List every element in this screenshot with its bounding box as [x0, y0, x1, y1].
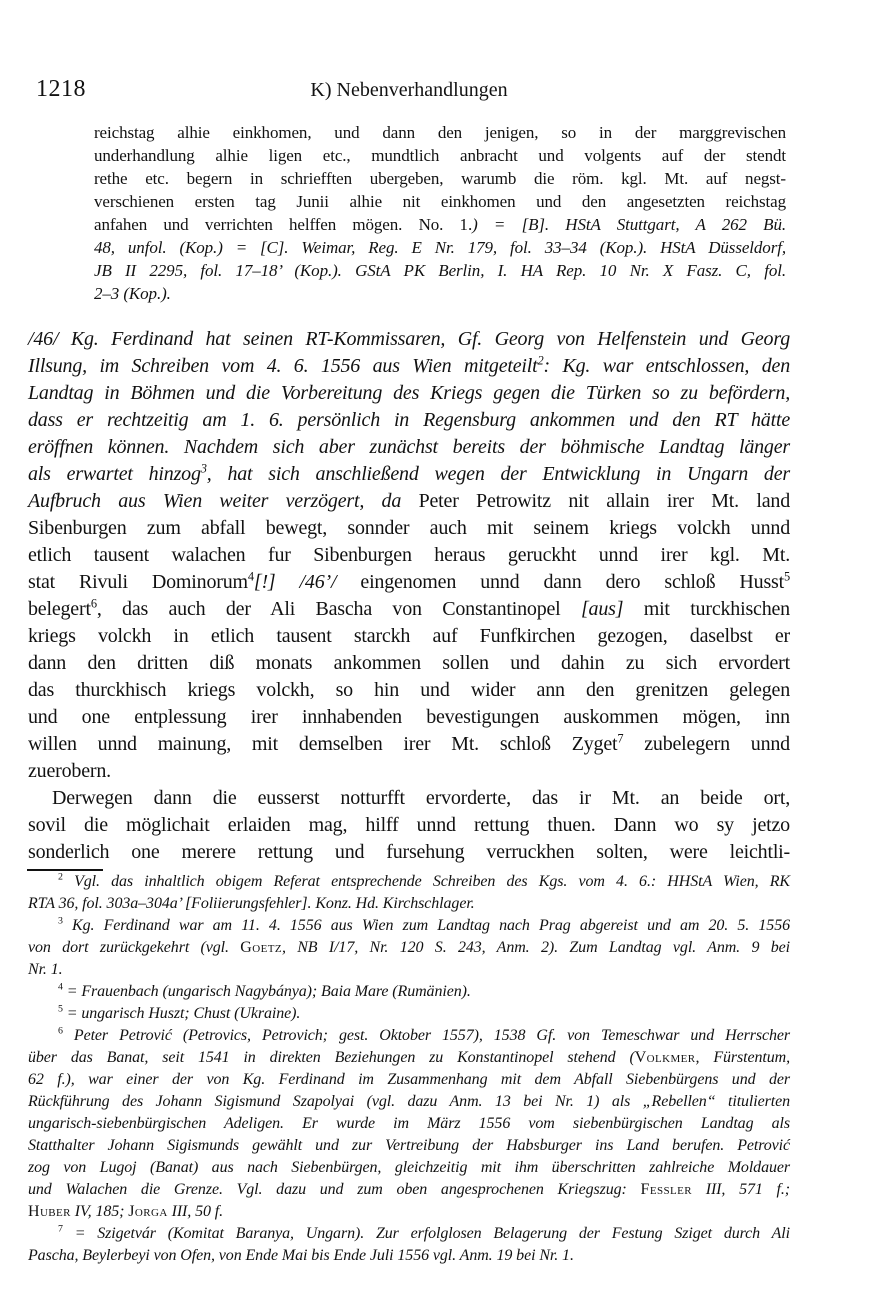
- text-line: [28, 893, 790, 915]
- text-segment: Pascha, Beylerbeyi von Ofen, von Ende Mai bis Ende Juli 1556 vgl. Anm. 19 bei Nr. 1.: [28, 1247, 574, 1264]
- text-segment: [!] /46’/: [253, 571, 361, 593]
- text-segment: Landtag in Böhmen und die Vorbereitung des Kriegs gegen die Türken so zu befördern,: [28, 382, 790, 404]
- text-segment: stat Rivuli Dominorum: [28, 571, 248, 593]
- text-line: [28, 1135, 790, 1157]
- text-line: [28, 650, 790, 677]
- text-segment: = Szigetvár (Komitat Baranya, Ungarn). Zur erfolglosen Belagerung der Festung Sziget durch Ali: [62, 1225, 790, 1242]
- text-segment: ungarisch-siebenbürgischen Adeligen. Er wurde im März 1556 vom siebenbürgischen Landtag als: [28, 1115, 790, 1132]
- text-line: [28, 623, 790, 650]
- text-line: [94, 236, 786, 259]
- text-line: [94, 144, 786, 167]
- text-segment: und one entplessung irer innhabenden bevestigungen auskommen mögen, inn: [28, 706, 790, 728]
- text-segment: [aus]: [580, 598, 644, 620]
- text-segment: zuerobern.: [28, 760, 111, 782]
- text-segment: über das Banat, seit 1541 in direkten Beziehungen zu Konstantinopel stehend (: [28, 1049, 635, 1066]
- text-segment: sonderlich one merere rettung und fursehung verruckhen solten, were leichtli-: [28, 841, 790, 863]
- text-line: [28, 871, 790, 893]
- text-segment: 4: [247, 569, 254, 584]
- text-line: [28, 758, 790, 785]
- text-line: [28, 434, 790, 461]
- text-line: [28, 1047, 790, 1069]
- text-line: [94, 213, 786, 236]
- text-segment: Statthalter Johann Sigismunds gewählt und zur Vertreibung der Habsburger ins Land berufen. Petrović: [28, 1137, 790, 1154]
- text-segment: 48, unfol. (Kop.) = [C]. Weimar, Reg. E Nr. 179, fol. 33–34 (Kop.). HStA Düsseldorf,: [94, 238, 786, 257]
- text-segment: etlich tausent walachen fur Sibenburgen heraus geruckht unnd irer kgl. Mt.: [28, 544, 790, 566]
- text-segment: Sibenburgen zum abfall bewegt, sonnder auch mit seinem kriegs volckh unnd: [28, 517, 790, 539]
- text-segment: als erwartet hinzog: [28, 463, 201, 485]
- text-segment: IV, 185;: [70, 1203, 129, 1220]
- footnote: [28, 915, 790, 981]
- text-segment: eingenomen unnd dann dero schloß Husst: [360, 571, 784, 593]
- text-segment: , Fürstentum,: [695, 1049, 790, 1066]
- text-segment: , hat sich anschließend wegen der Entwicklung in Ungarn der: [206, 463, 790, 485]
- text-line: [28, 326, 790, 353]
- text-segment: ) = [B]. HStA Stuttgart, A 262 Bü.: [472, 215, 786, 234]
- text-segment: zog von Lugoj (Banat) aus nach Siebenbürgen, gleichzeitig mit ihm überschritten zahlreiche Moldauer: [28, 1159, 790, 1176]
- text-line: [28, 488, 790, 515]
- text-line: [28, 542, 790, 569]
- text-segment: 4: [58, 981, 63, 993]
- text-segment: /46/ Kg. Ferdinand hat seinen RT-Kommissaren, Gf. Georg von Helfenstein und Georg: [28, 328, 790, 350]
- text-line: [94, 121, 786, 144]
- text-segment: Peter Petrović (Petrovics, Petrovich; gest. Oktober 1557), 1538 Gf. von Temeschwar und Herrscher: [62, 1027, 790, 1044]
- text-line: [28, 731, 790, 758]
- text-segment: Aufbruch aus Wien weiter verzögert, da: [28, 490, 419, 512]
- text-segment: 3: [200, 461, 207, 476]
- text-segment: reichstag alhie einkhomen, und dann den jenigen, so in der marggrevischen: [94, 123, 786, 142]
- page-number: 1218: [36, 76, 86, 102]
- text-segment: 6: [90, 596, 97, 611]
- paragraph-derwegen: [28, 785, 790, 866]
- text-segment: , das auch der Ali Bascha von Constantinopel: [96, 598, 581, 620]
- text-line: [28, 1157, 790, 1179]
- text-line: [28, 515, 790, 542]
- text-segment: sovil die möglichait erlaiden mag, hilff unnd rettung thuen. Dann wo sy jetzo: [28, 814, 790, 836]
- text-segment: Huber: [28, 1203, 71, 1220]
- text-line: [28, 981, 790, 1003]
- main-text: [28, 326, 790, 866]
- text-line: [28, 1113, 790, 1135]
- page-header: [0, 76, 891, 106]
- text-segment: dass er rechtzeitig am 1. 6. persönlich in Regensburg ankommen und den RT hätte: [28, 409, 790, 431]
- text-segment: mit turckhischen: [643, 598, 790, 620]
- text-line: [94, 190, 786, 213]
- text-line: [28, 569, 790, 596]
- text-segment: 5: [784, 569, 790, 584]
- text-line: [28, 704, 790, 731]
- text-line: [28, 353, 790, 380]
- text-segment: : Kg. war entschlossen, den: [543, 355, 791, 377]
- text-segment: Rückführung des Johann Sigismund Szapolyai (vgl. dazu Anm. 13 bei Nr. 1) als „Rebellen“ titulierten: [28, 1093, 790, 1110]
- text-segment: kriegs volckh in etlich tausent starckh auf Funfkirchen gezogen, daselbst er: [28, 625, 790, 647]
- text-segment: Jorga: [128, 1203, 168, 1220]
- text-segment: 7: [617, 731, 624, 746]
- text-line: [28, 1003, 790, 1025]
- text-line: [28, 596, 790, 623]
- text-line: [28, 407, 790, 434]
- text-line: [94, 259, 786, 282]
- text-segment: rethe etc. begern in schriefften ubergeben, warumb die röm. kgl. Mt. auf negst-: [94, 169, 786, 188]
- text-segment: verschienen ersten tag Junii alhie nit einkhomen und den angesetzten reichstag: [94, 192, 786, 211]
- footnote: [28, 871, 790, 915]
- text-segment: 5: [58, 1003, 63, 1015]
- text-line: [28, 915, 790, 937]
- text-segment: Vgl. das inhaltlich obigem Referat entsprechende Schreiben des Kgs. vom 4. 6.: HHStA Wien, RK: [62, 873, 790, 890]
- text-segment: dann den dritten diß monats ankommen sollen und dahin zu sich ervordert: [28, 652, 790, 674]
- text-segment: Kg. Ferdinand war am 11. 4. 1556 aus Wien zum Landtag nach Prag abgereist und am 20. 5. 1556: [62, 917, 790, 934]
- text-segment: Illsung, im Schreiben vom 4. 6. 1556 aus Wien mitgeteilt: [28, 355, 538, 377]
- paragraph-referat: [28, 326, 790, 785]
- text-line: [94, 167, 786, 190]
- text-segment: Nr. 1.: [28, 961, 63, 978]
- text-line: [28, 380, 790, 407]
- text-line: [28, 959, 790, 981]
- text-segment: 62 f.), war einer der von Kg. Ferdinand im Zusammenhang mit dem Abfall Siebenbürgens und der: [28, 1071, 790, 1088]
- source-citation-block: [94, 121, 786, 305]
- text-line: [28, 1223, 790, 1245]
- text-line: [28, 1091, 790, 1113]
- footnotes: [28, 871, 790, 1267]
- text-segment: Derwegen dann die eusserst notturfft ervorderte, das ir Mt. an beide ort,: [52, 787, 790, 809]
- text-segment: zubelegern unnd: [623, 733, 790, 755]
- text-segment: und Walachen die Grenze. Vgl. dazu und zum oben angesprochenen Kriegszug:: [28, 1181, 641, 1198]
- text-segment: Fessler: [640, 1181, 692, 1198]
- text-line: [28, 812, 790, 839]
- text-segment: III, 50 f.: [167, 1203, 224, 1220]
- text-segment: von dort zurückgekehrt (vgl.: [28, 939, 241, 956]
- text-segment: III, 571 f.;: [691, 1181, 790, 1198]
- footnote: [28, 981, 790, 1003]
- text-segment: 6: [58, 1025, 63, 1037]
- text-segment: = ungarisch Huszt; Chust (Ukraine).: [62, 1005, 301, 1022]
- text-segment: JB II 2295, fol. 17–18’ (Kop.). GStA PK Berlin, I. HA Rep. 10 Nr. X Fasz. C, fol.: [94, 261, 786, 280]
- text-segment: underhandlung alhie ligen etc., mundtlich anbracht und volgents auf der stendt: [94, 146, 786, 165]
- text-line: [28, 839, 790, 866]
- text-segment: Peter Petrowitz nit allain irer Mt. land: [418, 490, 790, 512]
- footnote: [28, 1003, 790, 1025]
- text-line: [28, 937, 790, 959]
- text-segment: = Frauenbach (ungarisch Nagybánya); Baia Mare (Rumänien).: [62, 983, 471, 1000]
- text-segment: anfahen und verrichten helffen mögen. No. 1.: [94, 215, 473, 234]
- text-segment: RTA 36, fol. 303a–304a’ [Foliierungsfehler]. Konz. Hd. Kirchschlager.: [28, 895, 475, 912]
- text-segment: 2–3 (Kop.).: [94, 284, 171, 303]
- text-segment: Volkmer: [634, 1049, 696, 1066]
- text-line: [28, 1201, 790, 1223]
- text-segment: 3: [58, 915, 63, 927]
- text-segment: , NB I/17, Nr. 120 S. 243, Anm. 2). Zum Landtag vgl. Anm. 9 bei: [281, 939, 790, 956]
- text-line: [28, 1245, 790, 1267]
- text-segment: eröffnen können. Nachdem sich aber zunächst bereits der böhmische Landtag länger: [28, 436, 790, 458]
- text-segment: belegert: [28, 598, 91, 620]
- text-line: [28, 1069, 790, 1091]
- text-segment: 2: [58, 871, 63, 883]
- text-line: [28, 1179, 790, 1201]
- text-segment: 7: [58, 1223, 63, 1235]
- text-line: [28, 1025, 790, 1047]
- running-title: K) Nebenverhandlungen: [310, 79, 508, 101]
- text-segment: das thurckhisch kriegs volckh, so hin und wider ann den grenitzen gelegen: [28, 679, 790, 701]
- text-line: [28, 461, 790, 488]
- footnote: [28, 1223, 790, 1267]
- text-line: [28, 677, 790, 704]
- text-line: [28, 785, 790, 812]
- text-segment: 2: [537, 353, 544, 368]
- text-segment: Goetz: [240, 939, 282, 956]
- footnote: [28, 1025, 790, 1223]
- text-segment: willen unnd mainung, mit demselben irer Mt. schloß Zyget: [28, 733, 618, 755]
- text-line: [94, 282, 786, 305]
